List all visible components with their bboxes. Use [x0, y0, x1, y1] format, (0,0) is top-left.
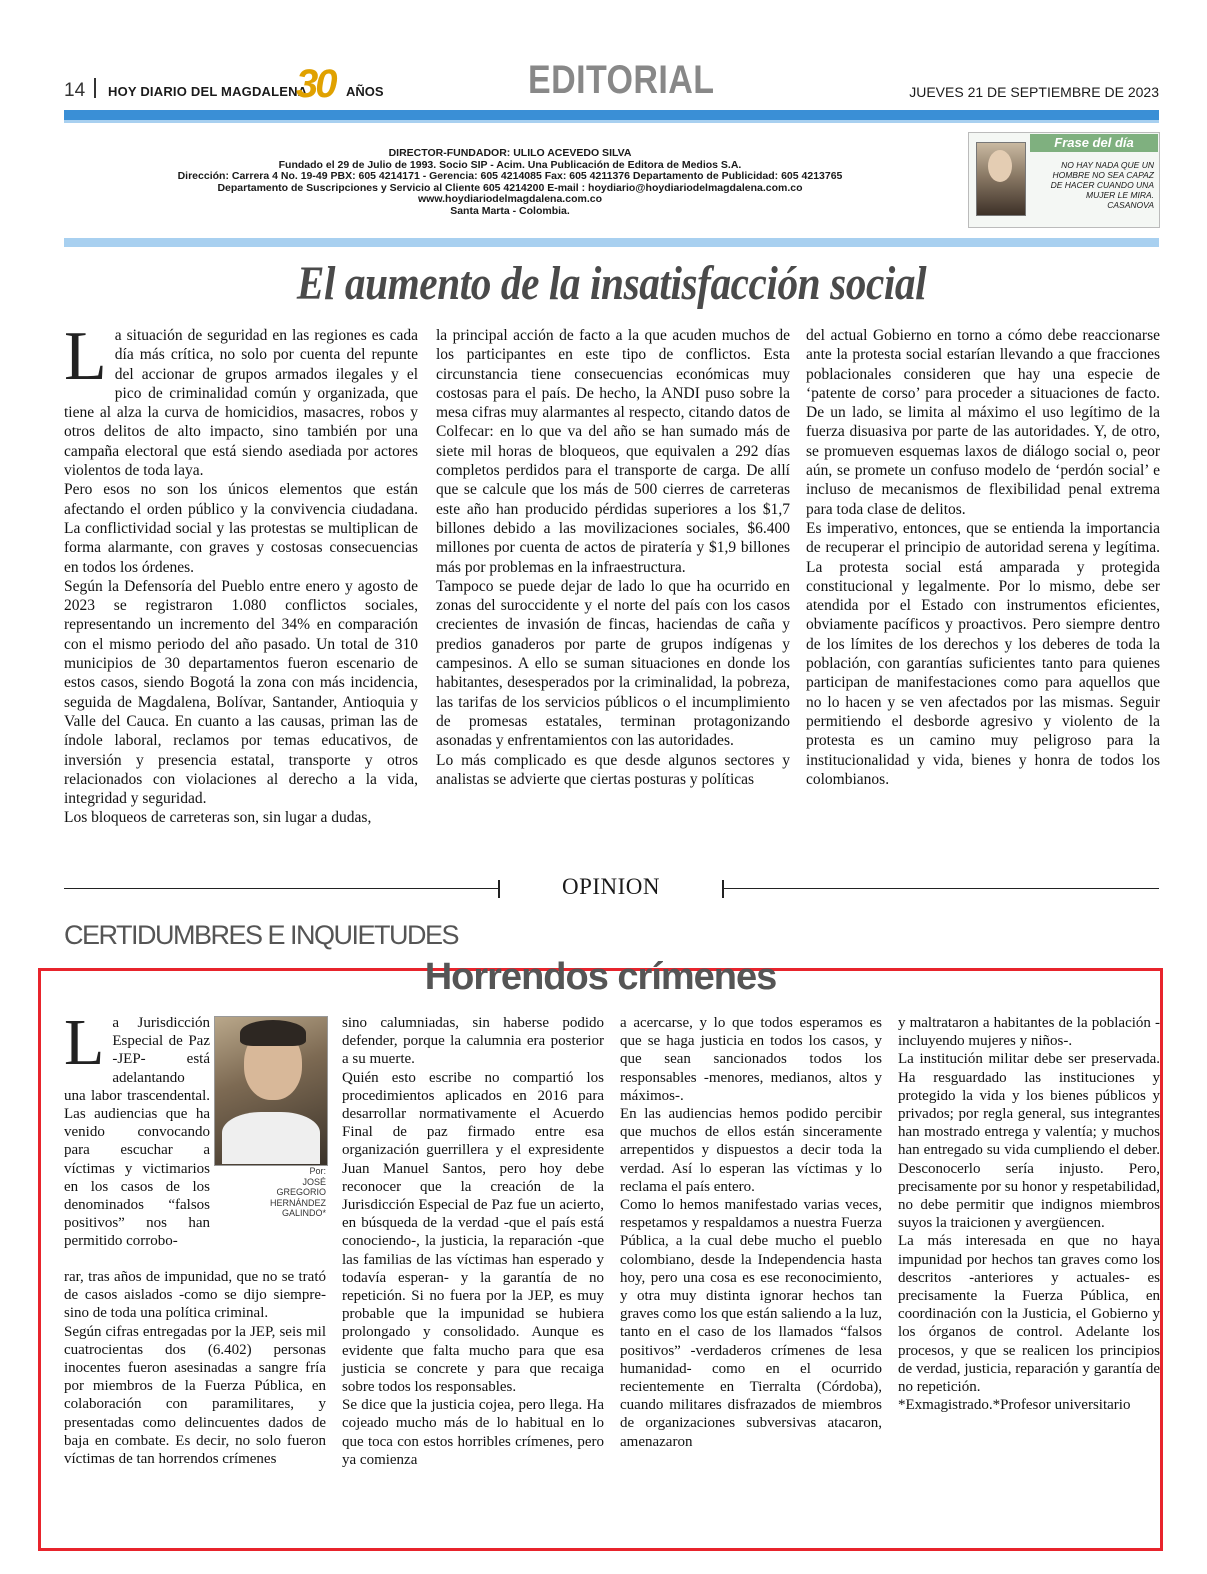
paragraph: La institución militar debe ser preservada. Ha resguardado las instituciones y protegido la vida y los bienes públicos y privados; por regla general, sus integrantes han mostrado entrega y valentía; y muchos han entregado su vida cumpliendo el deber. Desconocerlo sería injusto. Pero, precisamente por su honor y respetabilidad, no debe permitir que indignos miembros suyos la traicionen y avergüencen.	[898, 1051, 1160, 1232]
masthead-bar	[64, 110, 1159, 120]
portrait-face	[988, 150, 1012, 182]
paragraph: Como lo hemos manifestado varias veces, respetamos y respaldamos a nuestra Fuerza Pública, a la cual debe mucho el pueblo colombiano, desde la Independencia hasta hoy, pero una cosa es ese reconocimiento, y otra muy distinta ignorar hechos tan graves como los que están saliendo a la luz, tanto en el caso de los llamados “falsos positivos” -verdaderos crímenes de lesa humanidad- como en el ocurrido recientemente en Tierralta (Córdoba), cuando militares disfrazados de miembros de organizaciones subversivas atacaron, amenazaron	[620, 1197, 883, 1450]
drop-cap: L	[64, 318, 107, 395]
paragraph: Pero esos no son los únicos elementos que están afectando el orden público y la convivencia ciudadana. La conflictividad social y las protestas se multiplican de forma alarmante, con graves y costosas consecuencias en todos los órdenes.	[64, 481, 418, 576]
byline-line: GALINDO*	[281, 1208, 326, 1218]
opinion-column-3	[620, 1014, 882, 1451]
editorial-column-3	[806, 326, 1160, 789]
newspaper-name: HOY DIARIO DEL MAGDALENA	[108, 84, 308, 99]
paragraph: Lo más complicado es que desde algunos sectores y analistas se advierte que ciertas posturas y políticas	[436, 751, 790, 788]
paragraph: y maltrataron a habitantes de la población -incluyendo mujeres y niños-.	[898, 1015, 1160, 1050]
credit-line: Dirección: Carrera 4 No. 19-49 PBX: 605 4214171 - Gerencia: 605 4214085 Fax: 605 4211376 Departamento de Publicidad: 605 4213765	[177, 170, 843, 182]
opinion-column-4	[898, 1014, 1160, 1414]
opinion-headline: Horrendos crímenes	[424, 956, 777, 998]
credit-line: www.hoydiariodelmagdalena.com.co	[418, 193, 602, 205]
paragraph: sino calumniadas, sin haberse podido defender, porque la calumnia era posterior a su muerte.	[342, 1015, 604, 1068]
quote-heading: Frase del día	[1030, 134, 1158, 152]
paragraph: la principal acción de facto a la que acuden muchos de los participantes en este tipo de conflictos. Esta circunstancia tiene consecuencias económicas muy costosas para el país. De hecho, la ANDI puso sobre la mesa cifras muy alarmantes al respecto, citando datos de Colfecar: en lo que va del año se han sumado más de siete mil horas de bloqueos, que equivalen a 292 días completos perdidos para el transporte de carga. De allí que se calcule que los más de 500 cierres de carreteras este año han producido pérdidas superiores a los $1,7 billones debido a las movilizaciones sociales, $6.400 millones por cuenta de actos de piratería y $1,9 billones más por problemas en la infraestructura.	[436, 327, 790, 576]
paragraph: Según cifras entregadas por la JEP, seis mil cuatrocientas dos (6.402) personas inocentes fueron asesinadas a sangre fría por miembros de la Fuerza Pública, en colaboración con paramilitares, y presentadas como delincuentes dados de baja en combate. Es decir, no solo fueron víctimas de tan horrendos crímenes	[64, 1323, 326, 1468]
section-title: EDITORIAL	[528, 58, 715, 102]
header-bottom-bar	[64, 238, 1159, 247]
masthead-bar-light	[64, 120, 1159, 123]
issue-date: JUEVES 21 DE SEPTIEMBRE DE 2023	[909, 84, 1159, 100]
column-name: CERTIDUMBRES E INQUIETUDES	[64, 920, 459, 950]
masthead-divider	[94, 78, 96, 98]
paragraph: Tampoco se puede dejar de lado lo que ha ocurrido en zonas del suroccidente y el norte del país con los casos crecientes de invasión de fincas, haciendas de caña y predios ganaderos por parte de grupos indígenas y campesinos. A ello se suman situaciones en donde los habitantes, desesperados por la criminalidad, la pobreza, las tarifas de los servicios públicos o el incumplimiento de promesas estatales, terminan protagonizando asonadas y enfrentamientos con las autoridades.	[436, 577, 790, 750]
divider-line-right	[722, 888, 1159, 889]
anniversary-label: AÑOS	[346, 84, 384, 99]
author-photo-shirt	[222, 1112, 320, 1164]
author-footnote: *Exmagistrado.*Profesor universitario	[898, 1397, 1131, 1414]
editorial-headline: El aumento de la insatisfacción social	[296, 257, 927, 310]
paragraph: a situación de seguridad en las regiones es cada día más crítica, no solo por cuenta del repunte del accionar de grupos armados ilegales y el pico de criminalidad común y organizada, que tiene al alza la curva de homicidios, masacres, robos y otros delitos de alto impacto, sino también por una campaña electoral que está siendo asediada por actores violentos de toda laya.	[64, 327, 418, 480]
byline-line: HERNÁNDEZ	[269, 1197, 326, 1208]
quote-author: CASANOVA	[1107, 200, 1154, 210]
publisher-credits	[100, 148, 920, 217]
quote-line: MUJER LE MIRA.	[1085, 190, 1154, 200]
quote-line: DE HACER CUANDO UNA	[1050, 180, 1154, 190]
credit-line: DIRECTOR-FUNDADOR: ULILO ACEVEDO SILVA	[388, 147, 632, 159]
editorial-column-1	[64, 318, 418, 828]
credit-line: Santa Marta - Colombia.	[450, 204, 570, 217]
opinion-column-1-wide	[64, 1268, 326, 1468]
paragraph: del actual Gobierno en torno a cómo debe reaccionarse ante la protesta social estarían llevando a que fracciones poblacionales consideren que hay una especie de ‘patente de corso’ para proceder a situaciones de facto. De un lado, se limita al máximo el uso legítimo de la fuerza disuasiva por parte de las autoridades. Y, de otro, se promueven esquemas laxos de diálogo social o, peor aún, se promete un confuso modelo de ‘perdón social’ e incluso de mecanismos de flexibilidad penal extrema para toda clase de delitos.	[806, 327, 1160, 518]
paragraph: a Jurisdicción Especial de Paz -JEP- está adelantando una labor trascendental. Las audiencias que ha venido convocando para escuchar a víctimas y victimarios en los casos de los denominados “falsos positivos” nos han permitido corrobo-	[64, 1015, 210, 1250]
byline-line: JOSÉ	[302, 1176, 326, 1187]
author-photo-hair	[240, 1020, 306, 1046]
author-byline	[230, 1166, 326, 1219]
drop-cap: L	[64, 1006, 105, 1079]
page-number: 14	[64, 80, 86, 101]
paragraph: rar, tras años de impunidad, que no se trató de casos aislados -como se dijo siempre- sino de toda una política criminal.	[64, 1269, 326, 1322]
byline-line: Por:	[309, 1166, 326, 1176]
paragraph: En las audiencias hemos podido percibir que muchos de ellos están sinceramente arrepentidos y dispuestos a decir toda la verdad. Así lo esperan las víctimas y lo reclama el país entero.	[620, 1106, 882, 1195]
opinion-column-1-narrow	[64, 1006, 210, 1251]
opinion-section-label: OPINION	[561, 874, 661, 899]
opinion-column-2	[342, 1014, 604, 1469]
editorial-column-2	[436, 326, 790, 789]
quote-line: HOMBRE NO SEA CAPAZ	[1052, 170, 1154, 180]
divider-line-left	[64, 888, 499, 889]
paragraph: Los bloqueos de carreteras son, sin lugar a dudas,	[64, 809, 372, 827]
divider-tick-right	[722, 880, 724, 898]
byline-line: GREGORIO	[276, 1187, 326, 1197]
paragraph: Es imperativo, entonces, que se entienda la importancia de recuperar el principio de autoridad serena y legítima. La protesta social está amparada y protegida constitucional y legalmente. Por lo mismo, debe ser atendida por el Estado con instrumentos eficientes, obviamente pacíficos y proactivos. Pero siempre dentro de los límites de los derechos y los deberes de toda la población, con garantías suficientes tanto para quienes participan de manifestaciones como para aquellos que no lo hacen y se ven afectados por las mismas. Seguir permitiendo el desborde agresivo y violento de la protesta es un camino muy peligroso para la institucionalidad y vida, bienes y honra de todos los colombianos.	[806, 519, 1160, 788]
quote-text	[1030, 160, 1154, 210]
paragraph: La más interesada en que no haya impunidad por hechos tan graves como los descritos -anteriores y actuales- es precisamente la Fuerza Pública, en coordinación con la Justicia, el Gobierno y los órganos de control. Adelante los procesos, y que se realicen los principios de verdad, justicia, reparación y garantía de no repetición.	[898, 1233, 1160, 1396]
paragraph: Se dice que la justicia cojea, pero llega. Ha cojeado mucho más de lo habitual en lo que toca con estos horribles crímenes, pero ya comienza	[342, 1397, 604, 1468]
paragraph: Quién esto escribe no compartió los procedimientos aplicados en 2016 para desarrollar normativamente el Acuerdo Final de paz firmado entre esa organización guerrillera y el expresidente Juan Manuel Santos, pero hoy debe reconocer que la creación de la Jurisdicción Especial de Paz fue un acierto, en búsqueda de la verdad -que el país está conociendo-, la justicia, la reparación -que las familias de las víctimas han esperado y todavía esperan- y la garantía de no repetición. Si no fuera por la JEP, es muy probable que la impunidad se hubiera prolongado y consolidado. Aunque es evidente que falta mucho para que esa justicia se concrete y para que recaiga sobre todos los responsables.	[342, 1069, 604, 1396]
paragraph: Según la Defensoría del Pueblo entre enero y agosto de 2023 se registraron 1.080 conflictos sociales, representando un incremento del 34% en comparación con el mismo periodo del año pasado. Un total de 310 municipios de 30 departamentos fueron escenario de estos casos, siendo Bogotá la zona con más incidencia, seguida de Magdalena, Bolívar, Santander, Antioquia y Valle del Cauca. En cuanto a las causas, priman las de índole laboral, reclamos por temas educativos, de inversión y presencia estatal, transporte y otros relacionados con violaciones al derecho a la vida, integridad y seguridad.	[64, 577, 418, 808]
paragraph: a acercarse, y lo que todos esperamos es que se haga justicia en todos los casos, y que sean sancionados todos los responsables -menores, medianos, altos y máximos-.	[620, 1015, 882, 1104]
quote-line: NO HAY NADA QUE UN	[1061, 160, 1154, 170]
credit-line: Fundado el 29 de Julio de 1993. Socio SIP - Acim. Una Publicación de Editora de Medios S.A.	[278, 158, 742, 171]
anniversary-logo: 30	[296, 62, 335, 106]
credit-line: Departamento de Suscripciones y Servicio al Cliente 605 4214200 E-mail : hoydiario@hoydiariodelmagdalena.com.co	[217, 181, 803, 194]
